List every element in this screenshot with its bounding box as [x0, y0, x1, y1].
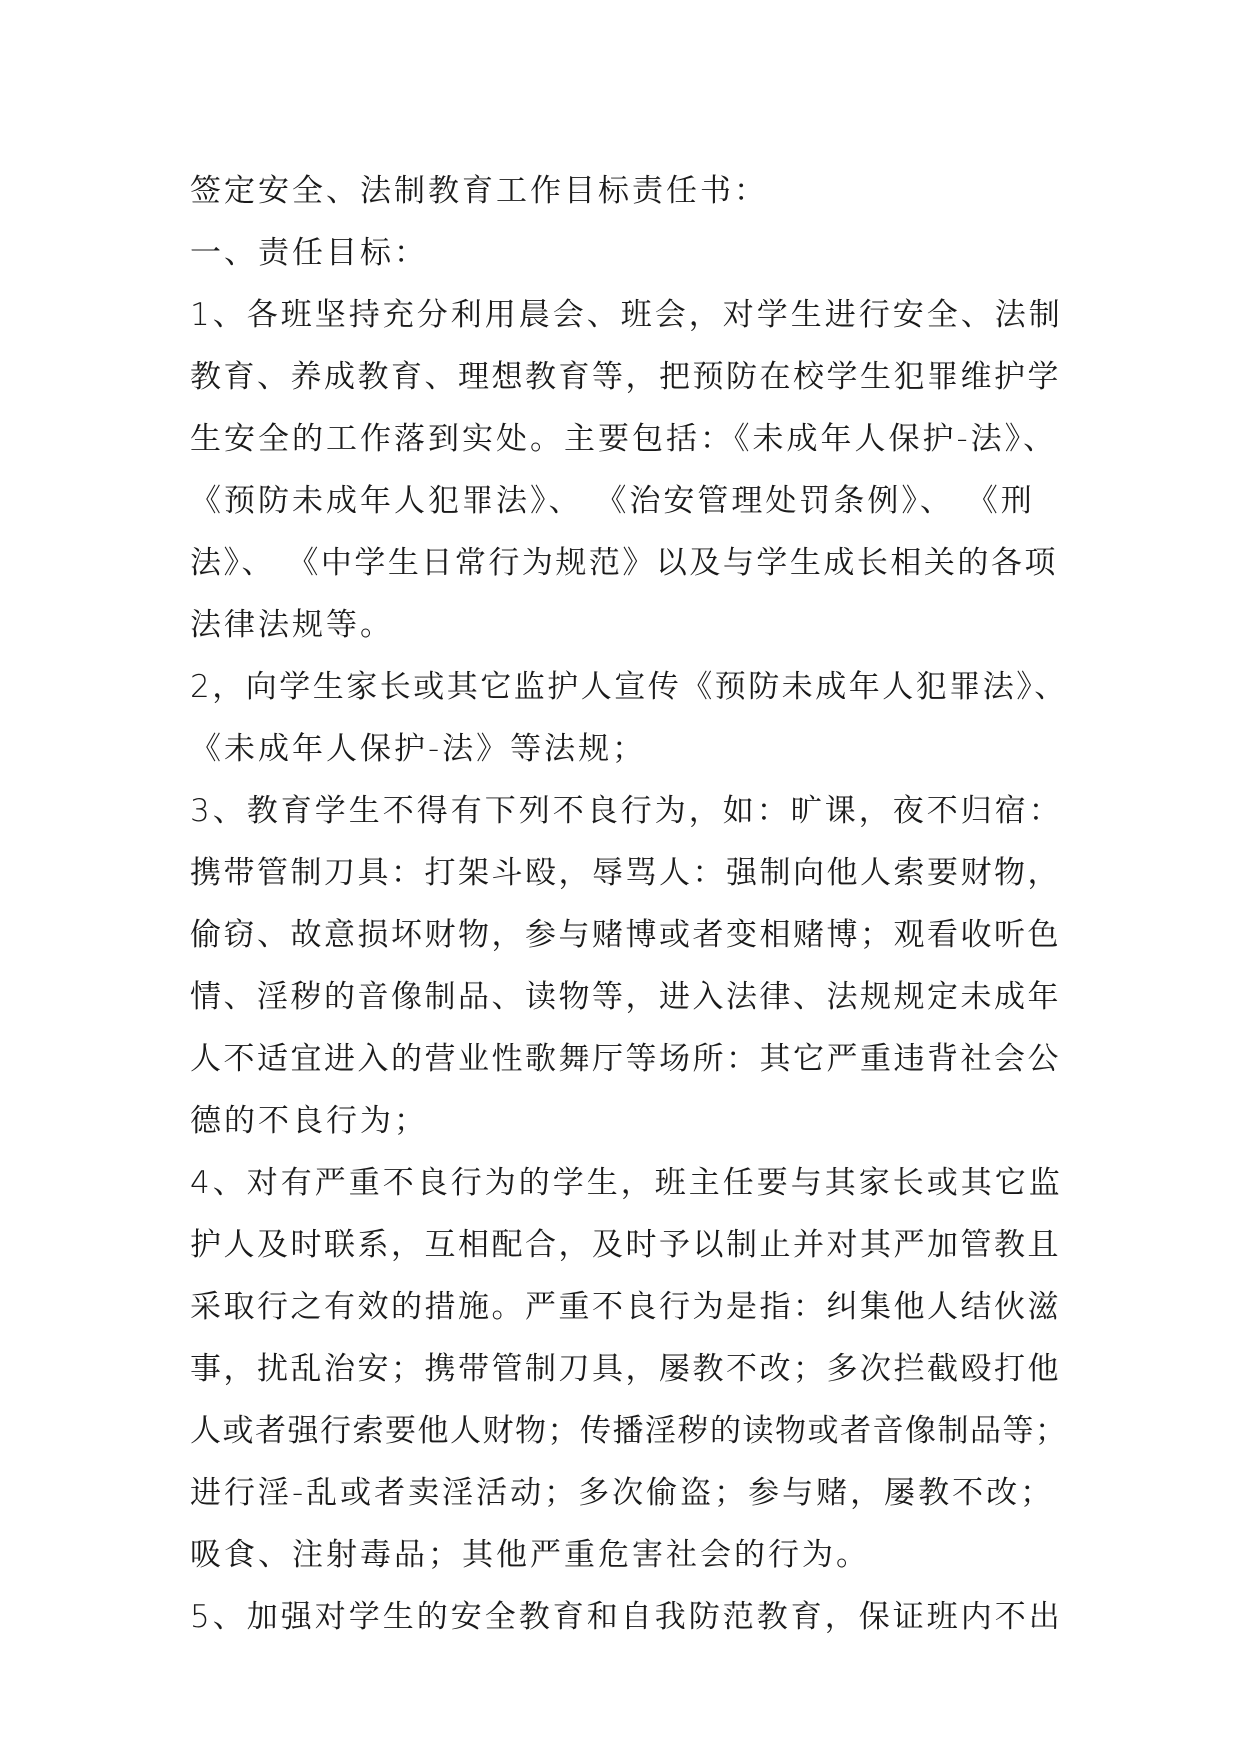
- paragraph-line: 采取行之有效的措施。严重不良行为是指：纠集他人结伙滋: [190, 1289, 1061, 1325]
- paragraph-line: 护人及时联系，互相配合，及时予以制止并对其严加管教且: [190, 1227, 1061, 1263]
- paragraph-line: 4、对有严重不良行为的学生，班主任要与其家长或其它监: [190, 1165, 1063, 1201]
- paragraph-line: 人不适宜进入的营业性歌舞厅等场所：其它严重违背社会公: [190, 1041, 1061, 1077]
- paragraph-line: 法》、 《中学生日常行为规范》以及与学生成长相关的各项: [190, 545, 1058, 581]
- paragraph-line: 《未成年人保护-法》等法规；: [190, 731, 647, 767]
- paragraph-line: 生安全的工作落到实处。主要包括：《未成年人保护-法》、: [190, 421, 1058, 457]
- paragraph-line: 3、教育学生不得有下列不良行为，如：旷课，夜不归宿：: [190, 793, 1063, 829]
- paragraph-line: 法律法规等。: [190, 607, 394, 643]
- paragraph-line: 5、加强对学生的安全教育和自我防范教育，保证班内不出: [190, 1599, 1063, 1635]
- document-body: [190, 160, 1070, 1648]
- paragraph-line: 情、淫秽的音像制品、读物等，进入法律、法规规定未成年: [190, 979, 1061, 1015]
- paragraph-line: 吸食、注射毒品；其他严重危害社会的行为。: [190, 1537, 870, 1573]
- section-heading: 一、责任目标：: [190, 235, 428, 271]
- paragraph-line: 事，扰乱治安；携带管制刀具，屡教不改；多次拦截殴打他: [190, 1351, 1061, 1387]
- paragraph-line: 2，向学生家长或其它监护人宣传《预防未成年人犯罪法》、: [190, 669, 1068, 705]
- paragraph-line: 偷窃、故意损坏财物，参与赌博或者变相赌博；观看收听色: [190, 917, 1061, 953]
- paragraph-line: 1、各班坚持充分利用晨会、班会，对学生进行安全、法制: [190, 297, 1063, 333]
- paragraph-line: 携带管制刀具：打架斗殴，辱骂人：强制向他人索要财物，: [190, 855, 1061, 891]
- paragraph-line: 教育、养成教育、理想教育等，把预防在校学生犯罪维护学: [190, 359, 1061, 395]
- doc-title-line: 签定安全、法制教育工作目标责任书：: [190, 173, 768, 209]
- paragraph-line: 《预防未成年人犯罪法》、 《治安管理处罚条例》、 《刑: [190, 483, 1035, 519]
- paragraph-line: 德的不良行为；: [190, 1103, 428, 1139]
- paragraph-line: 人或者强行索要他人财物；传播淫秽的读物或者音像制品等；: [190, 1413, 1068, 1449]
- paragraph-line: 进行淫-乱或者卖淫活动；多次偷盗；参与赌，屡教不改；: [190, 1475, 1055, 1511]
